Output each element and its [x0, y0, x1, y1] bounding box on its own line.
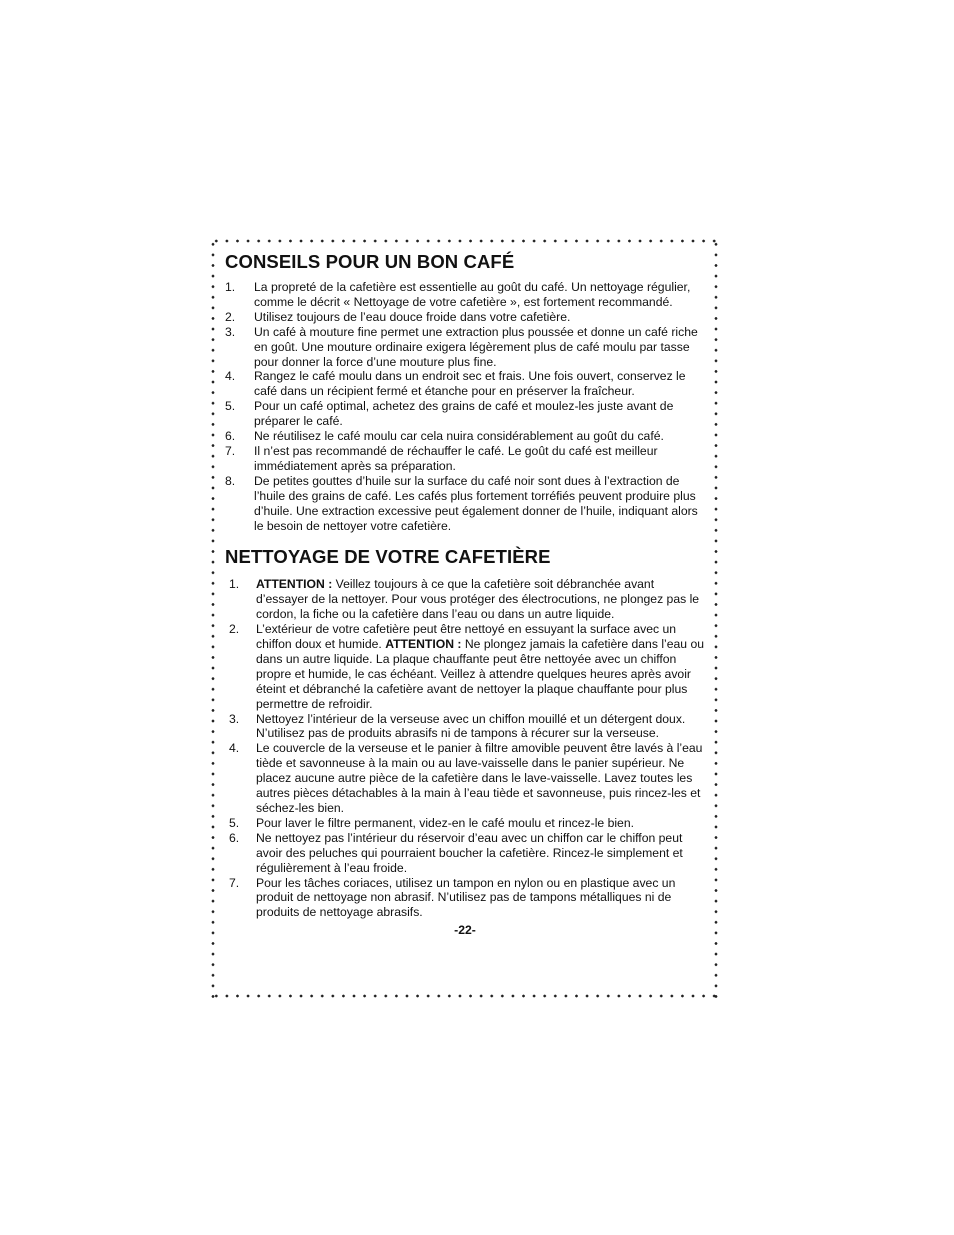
- item-text: Utilisez toujours de l’eau douce froide dans votre cafetière.: [254, 309, 571, 324]
- item-number: 3.: [225, 324, 236, 339]
- item-number: 7.: [225, 443, 236, 458]
- warning-label: ATTENTION :: [256, 577, 333, 592]
- item-text: L’extérieur de votre cafetière peut être nettoyé en essuyant la surface avec un chiffon doux et humide.: [256, 622, 677, 652]
- list-item: [225, 577, 705, 622]
- page-content: [225, 250, 705, 937]
- item-number: 4.: [229, 741, 240, 756]
- item-number: 6.: [229, 830, 240, 845]
- tips-list: [225, 280, 705, 533]
- list-item: [225, 429, 705, 444]
- cleaning-list: [225, 577, 705, 920]
- list-item: [225, 310, 705, 325]
- list-item: [225, 831, 705, 876]
- list-item: [225, 876, 705, 921]
- item-text: Veillez toujours à ce que la cafetière soit débranchée avant d’essayer de la nettoyer. Pour vous protéger des électrocutions, ne plongez pas le cordon, la fiche ou la cafetière dans l’eau ou dans un autre liquide.: [256, 577, 700, 622]
- list-item: [225, 399, 705, 429]
- page-number: -22-: [454, 923, 476, 938]
- list-item: [225, 325, 705, 370]
- item-text: Un café à mouture fine permet une extraction plus poussée et donne un café riche en goût. Une mouture ordinaire exigera légèrement plus de café moulu par tasse pour donner la force d’une mouture plus fine.: [254, 324, 698, 369]
- section-title-cleaning: NETTOYAGE DE VOTRE CAFETIÈRE: [225, 546, 551, 568]
- item-text: Ne réutilisez le café moulu car cela nuira considérablement au goût du café.: [254, 429, 664, 444]
- item-text: Pour un café optimal, achetez des grains de café et moulez-les juste avant de préparer le café.: [254, 399, 674, 429]
- item-text: Il n’est pas recommandé de réchauffer le café. Le goût du café est meilleur immédiatement après sa préparation.: [254, 443, 658, 473]
- list-item: [225, 444, 705, 474]
- item-number: 3.: [229, 711, 240, 726]
- item-number: 1.: [229, 577, 240, 592]
- dotted-border-top: [211, 239, 718, 243]
- item-text: Le couvercle de la verseuse et le panier à filtre amovible peuvent être lavés à l’eau tiède et savonneuse à la main ou au lave-vaisselle dans le panier supérieur. Ne placez aucune autre pièce de la cafetière dans le lave-vaisselle. Lavez toutes les autres pièces détachables à la main à l’eau tiède et savonneuse, puis rincez-les et séchez-les bien.: [256, 741, 703, 815]
- dotted-border-right: [714, 239, 718, 998]
- dotted-border-bottom: [211, 994, 718, 998]
- item-text: Nettoyez l’intérieur de la verseuse avec un chiffon mouillé et un détergent doux. N’utilisez pas de produits abrasifs ni de tampons à récurer sur la verseuse.: [256, 711, 686, 741]
- list-item: [225, 369, 705, 399]
- item-text: La propreté de la cafetière est essentielle au goût du café. Un nettoyage régulier, comme le décrit « Nettoyage de votre cafetière », est fortement recommandé.: [254, 280, 691, 309]
- item-text: Pour les tâches coriaces, utilisez un tampon en nylon ou en plastique avec un produit de nettoyage non abrasif. N’utilisez pas de tampons métalliques ni de produits de nettoyage abrasifs.: [256, 875, 676, 920]
- item-text: Ne plongez jamais la cafetière dans l’eau ou dans un autre liquide. La plaque chauffante peut être nettoyée avec un chiffon propre et humide, le cas échéant. Veillez à attendre quelques heures après avoir éteint et débranché la cafetière avant de nettoyer la plaque chauffante pour plus permettre de refroidir.: [256, 637, 705, 711]
- list-item: [225, 816, 705, 831]
- item-text: Pour laver le filtre permanent, videz-en le café moulu et rincez-le bien.: [256, 815, 634, 830]
- item-number: 1.: [225, 280, 236, 294]
- warning-label: ATTENTION :: [385, 637, 462, 652]
- item-text: Rangez le café moulu dans un endroit sec et frais. Une fois ouvert, conservez le café dans un récipient fermé et étanche pour en préserver la fraîcheur.: [254, 369, 686, 399]
- item-text: De petites gouttes d’huile sur la surface du café noir sont dues à l’extraction de l’huile des grains de café. Les cafés plus fortement torréfiés peuvent produire plus d’huile. Une extraction excessive peut également donner de l’huile, indiquant alors le besoin de nettoyer votre cafetière.: [254, 473, 698, 533]
- list-item: [225, 741, 705, 816]
- item-number: 6.: [225, 429, 236, 444]
- list-item: [225, 622, 705, 711]
- item-number: 4.: [225, 369, 236, 384]
- item-number: 8.: [225, 473, 236, 488]
- item-number: 2.: [229, 622, 240, 637]
- item-number: 5.: [229, 815, 240, 830]
- section-title-tips: CONSEILS POUR UN BON CAFÉ: [225, 251, 515, 272]
- dotted-border-left: [211, 239, 215, 998]
- item-number: 2.: [225, 309, 236, 324]
- item-number: 7.: [229, 875, 240, 890]
- list-item: [225, 712, 705, 742]
- item-number: 5.: [225, 399, 236, 414]
- list-item: [225, 474, 705, 534]
- list-item: [225, 280, 705, 310]
- item-text: Ne nettoyez pas l’intérieur du réservoir d’eau avec un chiffon car le chiffon peut avoir des peluches qui pourraient boucher la cafetière. Rincez-le simplement et régulièrement à l’eau froide.: [256, 830, 683, 875]
